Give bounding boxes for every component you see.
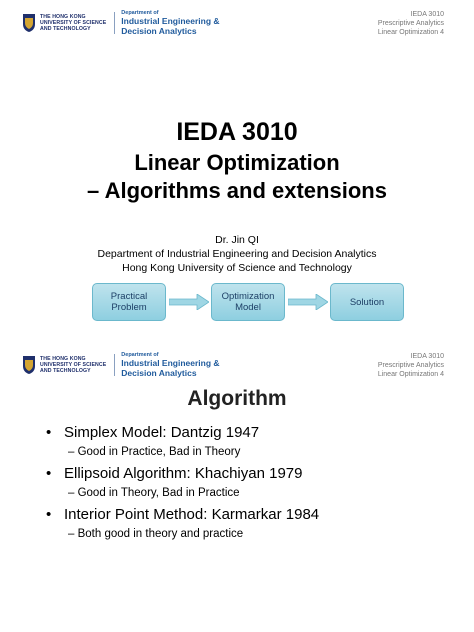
arrow-right-icon [288, 294, 328, 310]
slide-title-line2: – Algorithms and extensions [87, 178, 387, 203]
sub-bullet-item: – Good in Practice, Bad in Theory [68, 446, 241, 458]
hkust-crest-icon [22, 355, 36, 375]
bullet-icon: • [46, 506, 52, 523]
author-department: Department of Industrial Engineering and Decision Analytics [97, 248, 377, 260]
algorithm-slide: THE HONG KONG UNIVERSITY OF SCIENCE AND TECHNOLOGY Department of Industrial Engineering & Decision Analytics IEDA 3010 Prescriptive Analytics Linear Optimization 4 Algorithm • Simplex Model: Dantzig 1947 – Good in Practice, Bad in Theory • Ellipsoid Algorithm: Khachiyan 1979 – Good in Theory, Bad in Practice • Interior Point Method: Karmarkar 1984 – Both good in theory and practice [0, 342, 474, 632]
logo-divider [114, 12, 115, 34]
hkust-logo [22, 10, 220, 36]
logo-divider [114, 354, 115, 376]
author-university: Hong Kong University of Science and Technology [122, 262, 352, 274]
course-info: IEDA 3010 Prescriptive Analytics Linear Optimization 4 [377, 353, 444, 378]
department-name: Department of Industrial Engineering & Decision Analytics [121, 352, 220, 378]
bullet-icon: • [46, 465, 52, 482]
sub-bullet-item: – Good in Theory, Bad in Practice [68, 487, 240, 499]
slide-title: Algorithm [187, 387, 287, 410]
arrow-right-icon [169, 294, 209, 310]
bullet-icon: • [46, 424, 52, 441]
university-name: THE HONG KONG UNIVERSITY OF SCIENCE AND TECHNOLOGY [40, 14, 107, 32]
course-code: IEDA 3010 [176, 118, 298, 146]
author-name: Dr. Jin QI [215, 234, 259, 246]
slide-title-line1: Linear Optimization [134, 150, 340, 175]
flow-box-solution: Solution [330, 283, 404, 321]
university-name: THE HONG KONG UNIVERSITY OF SCIENCE AND TECHNOLOGY [40, 356, 107, 374]
flow-box-practical-problem: Practical Problem [92, 283, 166, 321]
hkust-crest-icon [22, 13, 36, 33]
course-info: IEDA 3010 Prescriptive Analytics Linear Optimization 4 [377, 11, 444, 36]
flow-box-optimization-model: Optimization Model [211, 283, 285, 321]
sub-bullet-item: – Both good in theory and practice [68, 528, 244, 540]
hkust-logo [22, 352, 220, 378]
department-name: Department of Industrial Engineering & Decision Analytics [121, 10, 220, 36]
